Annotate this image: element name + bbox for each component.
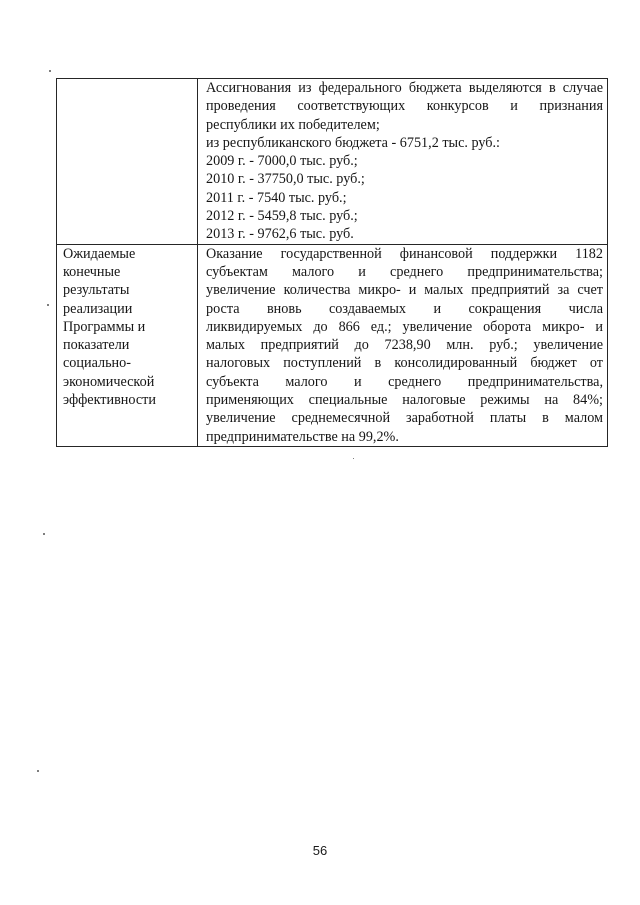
funding-label-cell <box>57 79 198 245</box>
scan-speck <box>49 70 51 72</box>
results-text-line: увеличение среднемесячной заработной платы в малом <box>206 410 603 427</box>
results-text-line: налоговых поступлений в консолидированный бюджет от <box>206 355 603 372</box>
year-amount-2012: 2012 г. - 5459,8 тыс. руб.; <box>206 208 358 225</box>
results-text-line: субъекта малого и среднего предпринимательства, <box>206 373 603 390</box>
results-text-line: роста вновь создаваемых и сокращения числа <box>206 300 603 317</box>
label-line: социально- <box>63 355 131 372</box>
results-text-line: применяющих специальные налоговые режимы на 84%; <box>206 392 603 409</box>
label-line: реализации <box>63 300 133 317</box>
republican-budget-total: из республиканского бюджета - 6751,2 тыс. руб.: <box>206 134 500 151</box>
expected-results-label-cell <box>57 244 198 446</box>
scan-speck <box>37 770 39 772</box>
results-text-line: увеличение количества микро- и малых предприятий за счет <box>206 282 603 299</box>
page-number: 56 <box>312 843 328 858</box>
expected-results-content-cell <box>198 244 608 446</box>
scan-speck <box>43 533 45 535</box>
table-row-funding <box>57 79 608 245</box>
label-line: экономической <box>63 373 155 390</box>
year-amount-2009: 2009 г. - 7000,0 тыс. руб.; <box>206 153 358 170</box>
year-amount-2013: 2013 г. - 9762,6 тыс. руб. <box>206 226 354 243</box>
results-text-line: Оказание государственной финансовой поддержки 1182 <box>206 245 603 262</box>
label-line: эффективности <box>63 392 156 409</box>
program-passport-table <box>56 78 608 447</box>
year-amount-2011: 2011 г. - 7540 тыс. руб.; <box>206 189 347 206</box>
results-text-line: субъектам малого и среднего предпринимательства; <box>206 263 603 280</box>
results-text-line: предпринимательстве на 99,2%. <box>206 428 399 445</box>
label-line: Программы и <box>63 318 146 335</box>
label-line: результаты <box>63 282 130 299</box>
scan-speck <box>47 304 49 306</box>
label-line: показатели <box>63 337 130 354</box>
results-text-line: малых предприятий до 7238,90 млн. руб.; увеличение <box>206 337 603 354</box>
year-amount-2010: 2010 г. - 37750,0 тыс. руб.; <box>206 171 365 188</box>
scan-speck <box>353 458 354 459</box>
label-line: Ожидаемые <box>63 245 136 262</box>
results-text-line: ликвидируемых до 866 ед.; увеличение оборота микро- и <box>206 318 603 335</box>
funding-content-cell <box>198 79 608 245</box>
federal-allocation-text: Ассигнования из федерального бюджета выделяются в случае проведения соответствующих конкурсов и признания республики их победителем; <box>206 80 603 133</box>
table-row-expected-results <box>57 244 608 446</box>
label-line: конечные <box>63 263 121 280</box>
